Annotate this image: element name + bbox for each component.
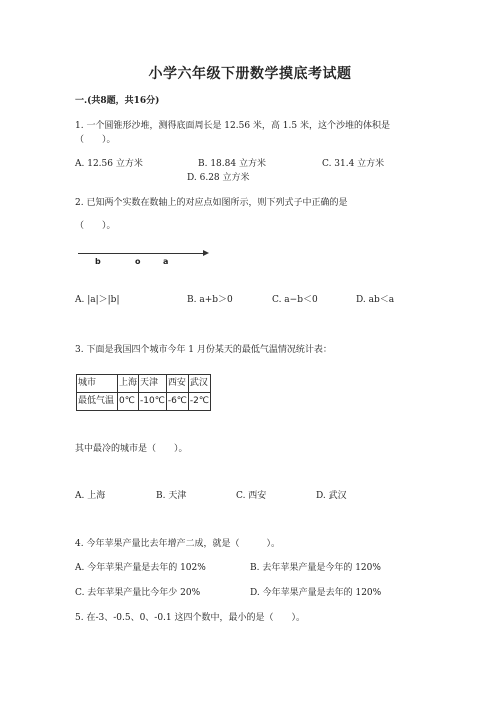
question-4-option-b: B. 去年苹果产量是今年的 120% [250, 563, 381, 573]
number-line-label-b: b [95, 257, 101, 266]
table-cell: 上海 [118, 375, 139, 393]
question-1-option-c: C. 31.4 立方米 [322, 159, 385, 169]
question-3-option-c: C. 西安 [236, 491, 267, 501]
table-cell: -6℃ [166, 393, 188, 411]
question-2-option-c: C. a−b＜0 [272, 295, 318, 305]
question-5-text: 5. 在-3、-0.5、0、-0.1 这四个数中，最小的是（ ）。 [75, 613, 306, 623]
number-line-axis [78, 253, 206, 254]
question-3-text: 3. 下面是我国四个城市今年 1 月份某天的最低气温情况统计表： [75, 345, 332, 355]
question-3-option-b: B. 天津 [156, 491, 187, 501]
question-4-option-a: A. 今年苹果产量是去年的 102% [75, 563, 206, 573]
question-4-option-c: C. 去年苹果产量比今年少 20% [75, 588, 201, 598]
question-4-option-d: D. 今年苹果产量是去年的 120% [250, 588, 382, 598]
question-3-prompt: 其中最冷的城市是（ ）。 [75, 444, 188, 454]
question-2-option-b: B. a+b＞0 [187, 295, 233, 305]
table-row [77, 393, 211, 411]
table-cell: -10℃ [139, 393, 167, 411]
question-1-blank: （ ）。 [75, 135, 116, 145]
question-1-option-a: A. 12.56 立方米 [75, 159, 143, 169]
question-2-blank: （ ）。 [75, 221, 116, 231]
question-3-option-a: A. 上海 [75, 491, 106, 501]
table-cell: 0℃ [118, 393, 139, 411]
number-line-arrow [203, 250, 209, 256]
question-1-option-d: D. 6.28 立方米 [187, 173, 250, 183]
temperature-table [76, 374, 211, 411]
table-cell: 武汉 [188, 375, 210, 393]
section-heading: 一.(共8题，共16分) [75, 96, 160, 106]
table-cell: -2℃ [188, 393, 210, 411]
table-header-row [77, 375, 211, 393]
page-title: 小学六年级下册数学摸底考试题 [148, 66, 352, 82]
question-2-option-a: A. |a|＞|b| [75, 295, 120, 305]
question-1-text: 1. 一个圆锥形沙堆，测得底面周长是 12.56 米，高 1.5 米，这个沙堆的体积是 [75, 121, 390, 131]
question-2-option-d: D. ab＜a [356, 295, 395, 305]
question-4-text: 4. 今年苹果产量比去年增产二成，就是（ ）。 [75, 539, 280, 549]
table-cell: 城市 [77, 375, 118, 393]
number-line-label-a: a [163, 257, 169, 266]
table-cell: 西安 [166, 375, 188, 393]
number-line-label-o: o [135, 257, 141, 266]
table-cell: 最低气温 [77, 393, 118, 411]
question-3-option-d: D. 武汉 [316, 491, 347, 501]
question-2-text: 2. 已知两个实数在数轴上的对应点如图所示，则下列式子中正确的是 [75, 198, 348, 208]
table-cell: 天津 [139, 375, 167, 393]
question-1-option-b: B. 18.84 立方米 [198, 159, 266, 169]
